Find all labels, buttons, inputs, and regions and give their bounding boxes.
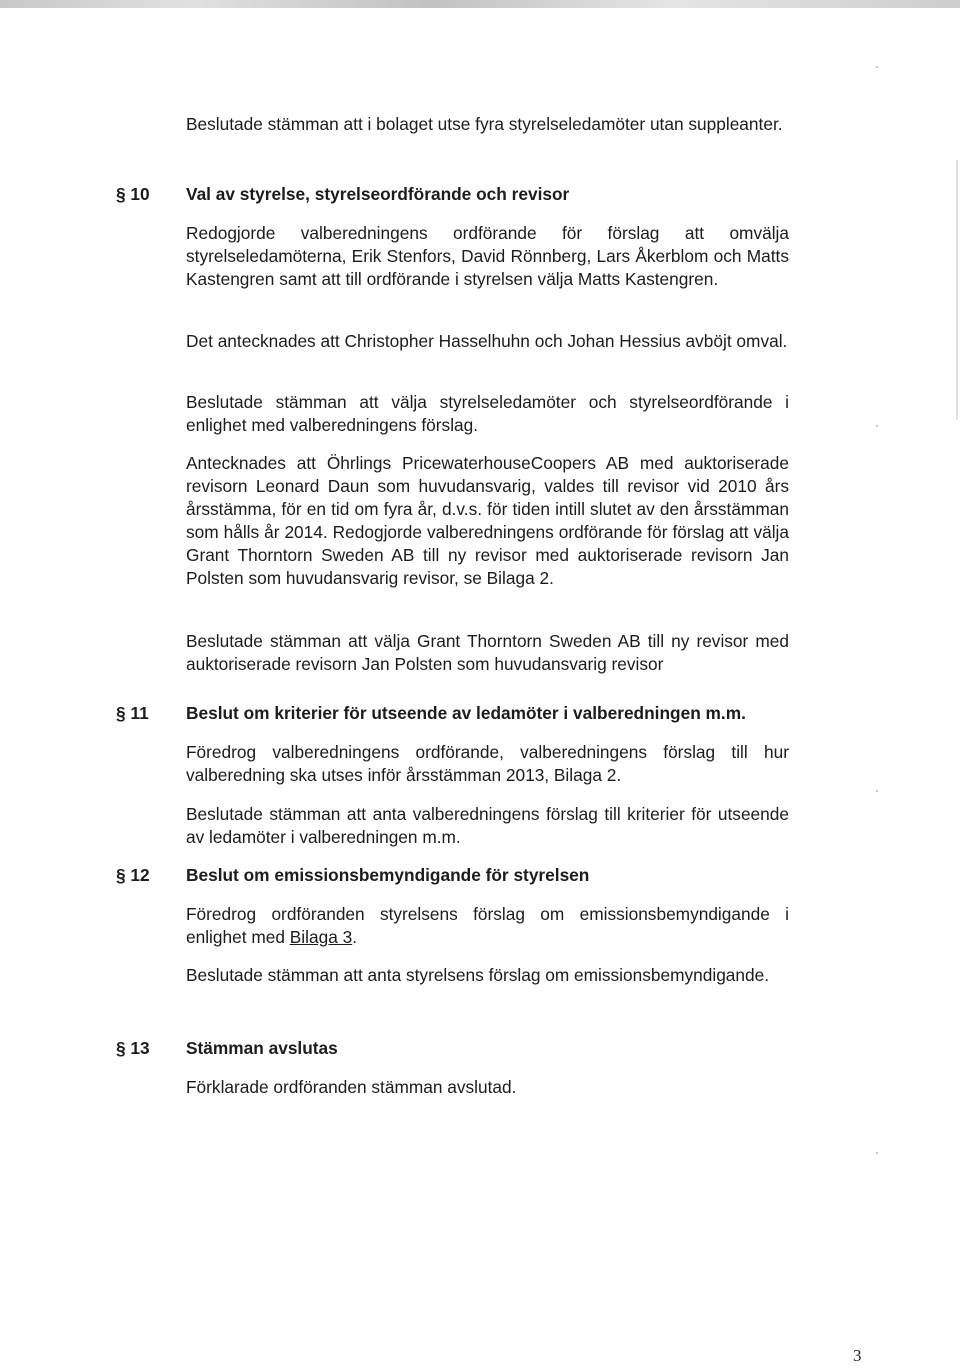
section-number: § 10: [116, 184, 150, 204]
section-paragraph: Beslutade stämman att välja Grant Thorntorn Sweden AB till ny revisor med auktoriserade revisorn Jan Polsten som huvudansvarig revisor: [186, 631, 789, 674]
section-paragraph: Redogjorde valberedningens ordförande för förslag att omvälja styrelseledamöterna, Erik Stenfors, David Rönnberg, Lars Åkerblom och Matts Kastengren samt att till ordförande i styrelsen välja Matts Kastengren.: [186, 223, 789, 289]
section-paragraph: Beslutade stämman att anta valberedningens förslag till kriterier för utseende av ledamöter i valberedningen m.m.: [186, 804, 789, 847]
section-paragraph: Föredrog valberedningens ordförande, valberedningens förslag till hur valberedning ska utses inför årsstämman 2013, Bilaga 2.: [186, 742, 789, 785]
scan-edge-artifact: [0, 0, 960, 8]
section-heading: Beslut om kriterier för utseende av ledamöter i valberedningen m.m.: [186, 703, 746, 723]
section-number: § 11: [116, 703, 149, 723]
section-paragraph: Det antecknades att Christopher Hasselhuhn och Johan Hessius avböjt omval.: [186, 331, 788, 351]
intro-paragraph: Beslutade stämman att i bolaget utse fyra styrelseledamöter utan suppleanter.: [186, 114, 783, 134]
bilaga-reference: Bilaga 3: [289, 927, 353, 947]
scan-speck: [876, 790, 878, 792]
section-number: § 13: [116, 1038, 150, 1058]
page-number: 3: [853, 1346, 862, 1365]
section-number: § 12: [116, 865, 150, 885]
section-paragraph: Beslutade stämman att anta styrelsens förslag om emissionsbemyndigande.: [186, 965, 770, 985]
section-paragraph: [186, 903, 789, 949]
reference-suffix: .: [352, 927, 358, 947]
paragraph-text: Föredrog ordföranden styrelsens förslag om emissionsbemyndigande i enlighet med: [186, 904, 789, 947]
scan-margin-shadow: [956, 160, 958, 420]
section-heading: Beslut om emissionsbemyndigande för styrelsen: [186, 865, 590, 885]
scan-speck: [876, 425, 878, 427]
scan-speck: [876, 66, 878, 68]
section-heading: Val av styrelse, styrelseordförande och revisor: [186, 184, 570, 204]
section-paragraph: Antecknades att Öhrlings PricewaterhouseCoopers AB med auktoriserade revisorn Leonard Daun som huvudansvarig, valdes till revisor vid 2010 års årsstämma, för en tid om fyra år, d.v.s. för tiden intill slutet av den årsstämman som hålls år 2014. Redogjorde valberedningens ordförande för förslag att välja Grant Thorntorn Sweden AB till ny revisor med auktoriserade revisorn Jan Polsten som huvudansvarig revisor, se Bilaga 2.: [186, 453, 789, 588]
section-heading: Stämman avslutas: [186, 1038, 338, 1058]
scan-speck: [876, 1152, 878, 1154]
section-paragraph: Förklarade ordföranden stämman avslutad.: [186, 1077, 517, 1097]
section-paragraph: Beslutade stämman att välja styrelseledamöter och styrelseordförande i enlighet med valberedningens förslag.: [186, 392, 789, 435]
